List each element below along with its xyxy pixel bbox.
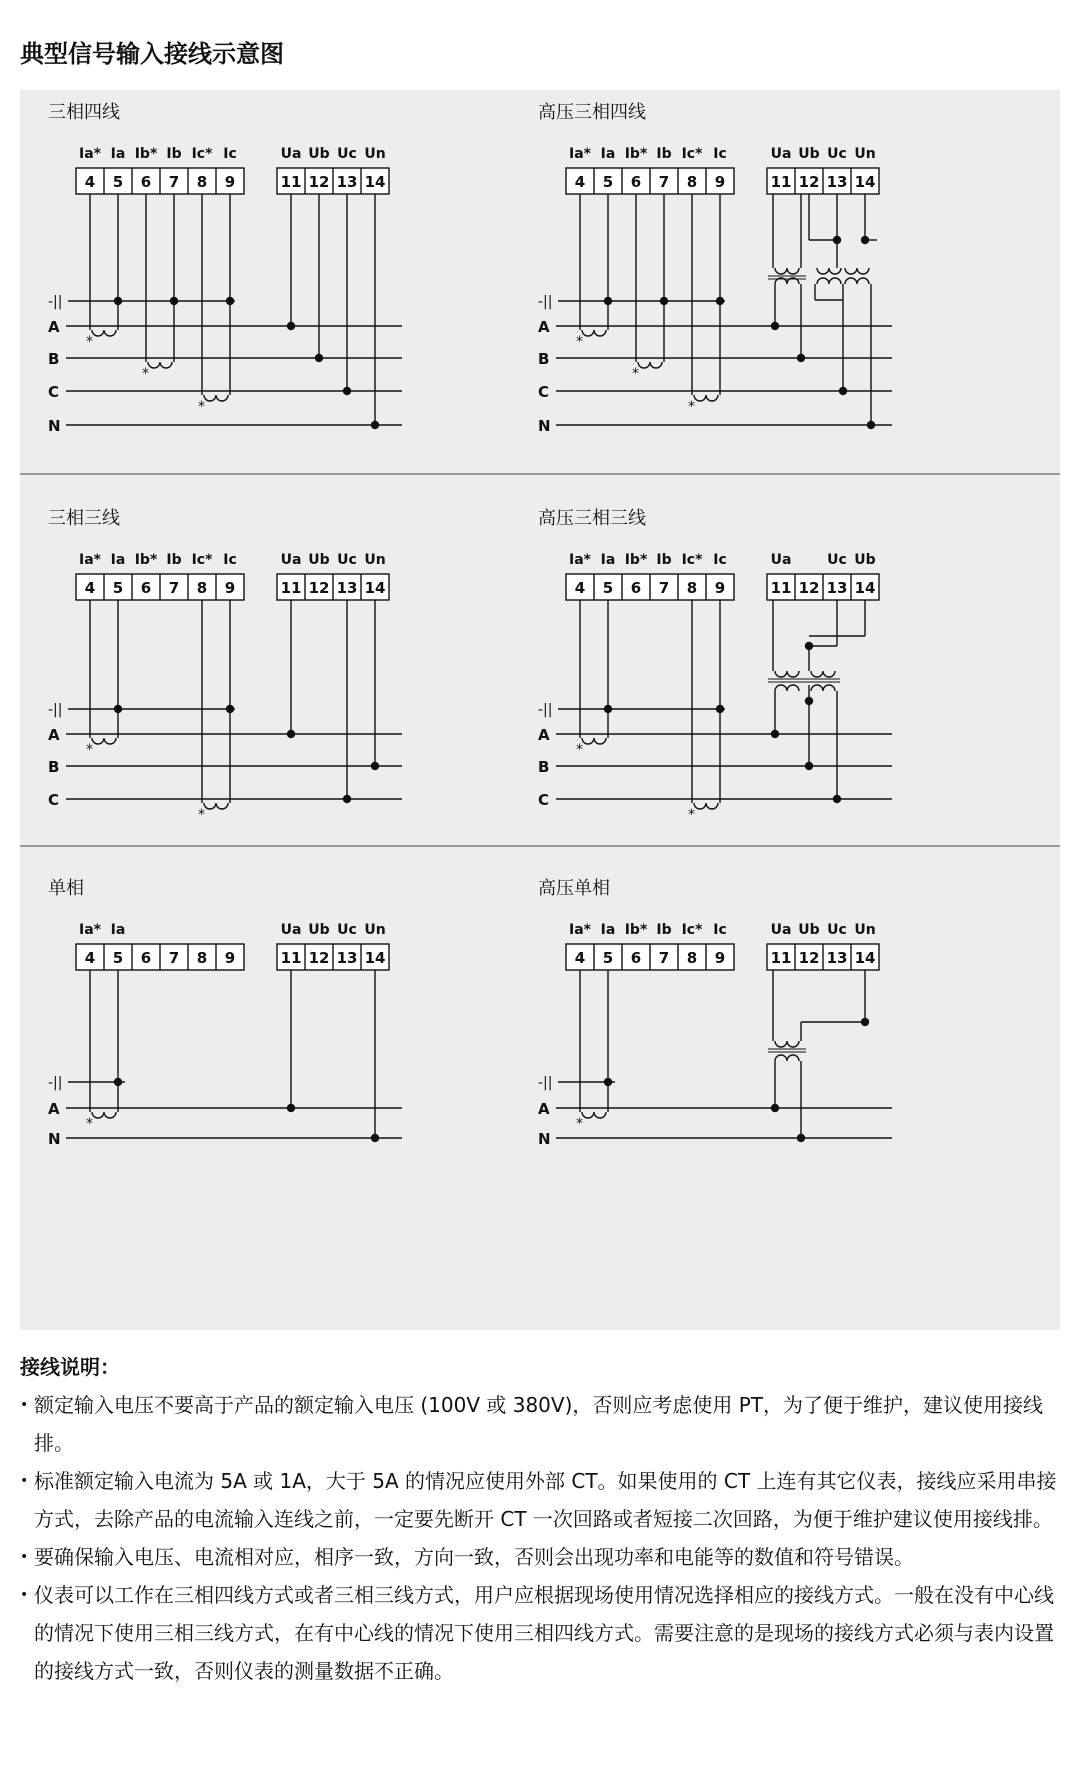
junction-dot [371,1134,379,1142]
phase-label: A [48,726,60,744]
junction-dot [604,1078,612,1086]
panel-label: 高压三相三线 [538,508,646,529]
terminal-number: 13 [336,949,358,967]
terminal-label: Ua [280,146,302,162]
polarity-mark: * [576,1116,583,1132]
junction-dot [371,762,379,770]
panel-label: 三相三线 [48,508,120,529]
phase-label: B [48,758,60,776]
junction-dot [716,705,724,713]
terminal-label: Ub [854,552,876,568]
terminal-label: Ib* [624,552,648,568]
terminal-label: Ic [223,552,237,568]
panel-hv-single-phase [538,878,892,1148]
terminal-number: 11 [770,173,792,191]
terminal-label: Ib* [134,146,158,162]
phase-label: A [538,1100,550,1118]
junction-dot [660,297,668,305]
terminal-number: 5 [602,579,614,597]
junction-dot [839,387,847,395]
phase-label: A [538,726,550,744]
panel-hv-three-phase-three-wire [538,508,892,823]
wiring-notes [20,1352,1060,1690]
terminal-label: Un [854,922,876,938]
terminal-number: 8 [686,173,698,191]
junction-dot [771,730,779,738]
terminal-number: 12 [308,949,330,967]
phase-label: C [538,791,550,809]
terminal-number: 5 [112,579,124,597]
junction-dot [287,730,295,738]
terminal-number: 13 [336,579,358,597]
phase-label: N [538,417,551,435]
ct-coil [204,395,228,401]
terminal-number: 14 [854,173,876,191]
terminal-number: 4 [574,949,586,967]
terminal-label: Ua [770,922,792,938]
ct-coil [694,803,718,809]
terminal-label: Ia* [569,146,591,162]
terminal-label: Ia [600,922,616,938]
ct-coil [582,1112,606,1118]
terminal-label: Uc [337,146,357,162]
terminal-label: Ua [770,146,792,162]
polarity-mark: * [576,742,583,758]
terminal-number: 5 [602,949,614,967]
terminal-label: Ib [166,552,182,568]
terminal-number: 9 [224,173,236,191]
terminal-label: Uc [827,146,847,162]
phase-label: B [538,758,550,776]
terminal-number: 11 [770,949,792,967]
junction-dot [771,322,779,330]
terminal-number: 6 [630,173,642,191]
pt-coil [817,278,841,284]
polarity-mark: * [198,399,205,415]
terminal-label: Un [364,146,386,162]
junction-dot [604,705,612,713]
junction-dot [114,297,122,305]
polarity-mark: * [86,742,93,758]
terminal-label: Ub [308,552,330,568]
junction-dot [867,421,875,429]
phase-label: B [538,350,550,368]
terminal-label: Ia [600,146,616,162]
terminal-number: 4 [574,173,586,191]
junction-dot [771,1104,779,1112]
terminal-label: Ic [223,146,237,162]
ct-coil [582,738,606,744]
terminal-label: Ib [656,146,672,162]
terminal-number: 13 [826,949,848,967]
ct-coil [694,395,718,401]
note-item: • 要确保输入电压、电流相对应，相序一致，方向一致，否则会出现功率和电能等的数值和符号错误。 [20,1538,1060,1576]
ground-icon: -|| [538,1075,553,1091]
junction-dot [315,354,323,362]
terminal-number: 8 [686,949,698,967]
terminal-label: Ia [110,552,126,568]
junction-dot [114,1078,122,1086]
note-item: • 额定输入电压不要高于产品的额定输入电压 (100V 或 380V)，否则应考虑使用 PT，为了便于维护，建议使用接线排。 [20,1386,1060,1462]
pt-coil [775,671,799,677]
terminal-number: 11 [280,949,302,967]
terminal-number: 8 [196,579,208,597]
terminal-number: 12 [308,173,330,191]
terminal-label: Ia* [569,552,591,568]
junction-dot [805,762,813,770]
pt-coil [775,1041,799,1047]
terminal-label: Ia* [569,922,591,938]
terminal-label: Ib [656,552,672,568]
panel-three-phase-three-wire [48,508,402,823]
terminal-label: Ic [713,146,727,162]
terminal-number: 13 [336,173,358,191]
ground-icon: -|| [538,294,553,310]
polarity-mark: * [688,807,695,823]
junction-dot [114,705,122,713]
phase-label: B [48,350,60,368]
terminal-number: 11 [280,579,302,597]
polarity-mark: * [688,399,695,415]
terminal-number: 5 [602,173,614,191]
junction-dot [343,795,351,803]
terminal-number: 6 [140,949,152,967]
phase-label: A [48,318,60,336]
diagram-panel-area [20,90,1060,1330]
ct-coil [582,330,606,336]
phase-label: A [538,318,550,336]
polarity-mark: * [576,334,583,350]
panel-label: 单相 [48,878,84,899]
junction-dot [604,297,612,305]
junction-dot [170,297,178,305]
terminal-label: Ic* [191,552,213,568]
terminal-number: 9 [224,579,236,597]
terminal-number: 9 [714,173,726,191]
terminal-label: Ua [280,922,302,938]
terminal-number: 7 [658,173,670,191]
ct-coil [204,803,228,809]
terminal-label: Ia [600,552,616,568]
terminal-label: Ub [308,146,330,162]
terminal-number: 7 [168,173,180,191]
terminal-number: 6 [140,579,152,597]
pt-coil [817,268,841,274]
terminal-label: Ic* [681,922,703,938]
terminal-number: 14 [364,173,386,191]
junction-dot [833,795,841,803]
pt-coil [811,671,835,677]
junction-dot [805,642,813,650]
notes-list [20,1386,1060,1690]
terminal-label: Ic* [191,146,213,162]
terminal-label: Uc [337,922,357,938]
terminal-label: Ic [713,552,727,568]
terminal-label: Uc [827,552,847,568]
terminal-label: Ia* [79,552,101,568]
phase-label: N [538,1130,551,1148]
terminal-number: 14 [364,579,386,597]
terminal-label: Un [364,552,386,568]
terminal-number: 14 [854,949,876,967]
terminal-label: Ua [280,552,302,568]
junction-dot [226,705,234,713]
ct-coil [92,738,116,744]
polarity-mark: * [632,366,639,382]
panel-hv-three-phase-four-wire [538,102,892,435]
polarity-mark: * [86,1116,93,1132]
polarity-mark: * [142,366,149,382]
phase-label: C [48,383,60,401]
terminal-number: 12 [798,173,820,191]
terminal-label: Ib [166,146,182,162]
terminal-number: 7 [658,949,670,967]
terminal-number: 11 [770,579,792,597]
terminal-label: Uc [337,552,357,568]
panel-three-phase-four-wire [48,102,402,435]
panel-single-phase [48,878,402,1148]
pt-coil [775,685,799,691]
page-title: 典型信号输入接线示意图 [20,40,284,68]
terminal-label: Ib [656,922,672,938]
terminal-label: Ub [798,922,820,938]
phase-label: C [48,791,60,809]
ground-icon: -|| [48,1075,63,1091]
terminal-number: 6 [630,949,642,967]
terminal-number: 8 [686,579,698,597]
junction-dot [861,236,869,244]
junction-dot [343,387,351,395]
junction-dot [716,297,724,305]
terminal-number: 12 [798,579,820,597]
terminal-number: 6 [630,579,642,597]
notes-heading: 接线说明： [20,1355,120,1379]
ground-icon: -|| [48,294,63,310]
phase-label: C [538,383,550,401]
junction-dot [287,322,295,330]
terminal-number: 11 [280,173,302,191]
pt-coil [775,1055,799,1061]
terminal-label: Ua [770,552,792,568]
terminal-label: Ub [308,922,330,938]
junction-dot [226,297,234,305]
junction-dot [287,1104,295,1112]
junction-dot [797,354,805,362]
pt-coil [811,685,835,691]
terminal-label: Ia [110,146,126,162]
terminal-number: 8 [196,949,208,967]
terminal-number: 5 [112,949,124,967]
panel-label: 三相四线 [48,102,120,123]
phase-label: A [48,1100,60,1118]
ct-coil [92,1112,116,1118]
phase-label: N [48,1130,61,1148]
terminal-number: 4 [84,949,96,967]
panel-label: 高压单相 [538,878,610,899]
junction-dot [797,1134,805,1142]
pt-coil [775,268,799,274]
terminal-number: 7 [168,949,180,967]
ground-icon: -|| [48,702,63,718]
terminal-label: Ib* [134,552,158,568]
phase-label: N [48,417,61,435]
terminal-number: 14 [364,949,386,967]
terminal-number: 4 [84,579,96,597]
panel-label: 高压三相四线 [538,102,646,123]
terminal-number: 14 [854,579,876,597]
terminal-label: Ub [798,146,820,162]
terminal-label: Un [364,922,386,938]
terminal-number: 12 [308,579,330,597]
terminal-number: 7 [658,579,670,597]
terminal-label: Ia* [79,146,101,162]
pt-coil [845,268,869,274]
ct-coil [148,362,172,368]
ground-icon: -|| [538,702,553,718]
terminal-number: 7 [168,579,180,597]
terminal-number: 5 [112,173,124,191]
terminal-number: 4 [574,579,586,597]
terminal-label: Ia* [79,922,101,938]
terminal-label: Ic* [681,552,703,568]
terminal-label: Uc [827,922,847,938]
note-item: • 仪表可以工作在三相四线方式或者三相三线方式，用户应根据现场使用情况选择相应的接线方式。一般在没有中心线的情况下使用三相三线方式，在有中心线的情况下使用三相四线方式。需要注意的是现场的接线方式必须与表内设置的接线方式一致，否则仪表的测量数据不正确。 [20,1576,1060,1690]
ct-coil [638,362,662,368]
polarity-mark: * [86,334,93,350]
junction-dot [805,697,813,705]
terminal-number: 13 [826,173,848,191]
pt-coil [845,278,869,284]
terminal-label: Un [854,146,876,162]
terminal-label: Ic [713,922,727,938]
polarity-mark: * [198,807,205,823]
terminal-label: Ic* [681,146,703,162]
terminal-label: Ib* [624,146,648,162]
terminal-number: 4 [84,173,96,191]
terminal-number: 9 [224,949,236,967]
junction-dot [371,421,379,429]
terminal-number: 6 [140,173,152,191]
ct-coil [92,330,116,336]
terminal-label: Ia [110,922,126,938]
terminal-number: 9 [714,579,726,597]
note-item: • 标准额定输入电流为 5A 或 1A，大于 5A 的情况应使用外部 CT。如果使用的 CT 上连有其它仪表，接线应采用串接方式，去除产品的电流输入连线之前，一定要先断开 CT 一次回路或者短接二次回路，为便于维护建议使用接线排。 [20,1462,1060,1538]
terminal-number: 13 [826,579,848,597]
terminal-number: 8 [196,173,208,191]
terminal-number: 9 [714,949,726,967]
wiring-diagrams [20,90,1060,1330]
terminal-label: Ib* [624,922,648,938]
terminal-number: 12 [798,949,820,967]
